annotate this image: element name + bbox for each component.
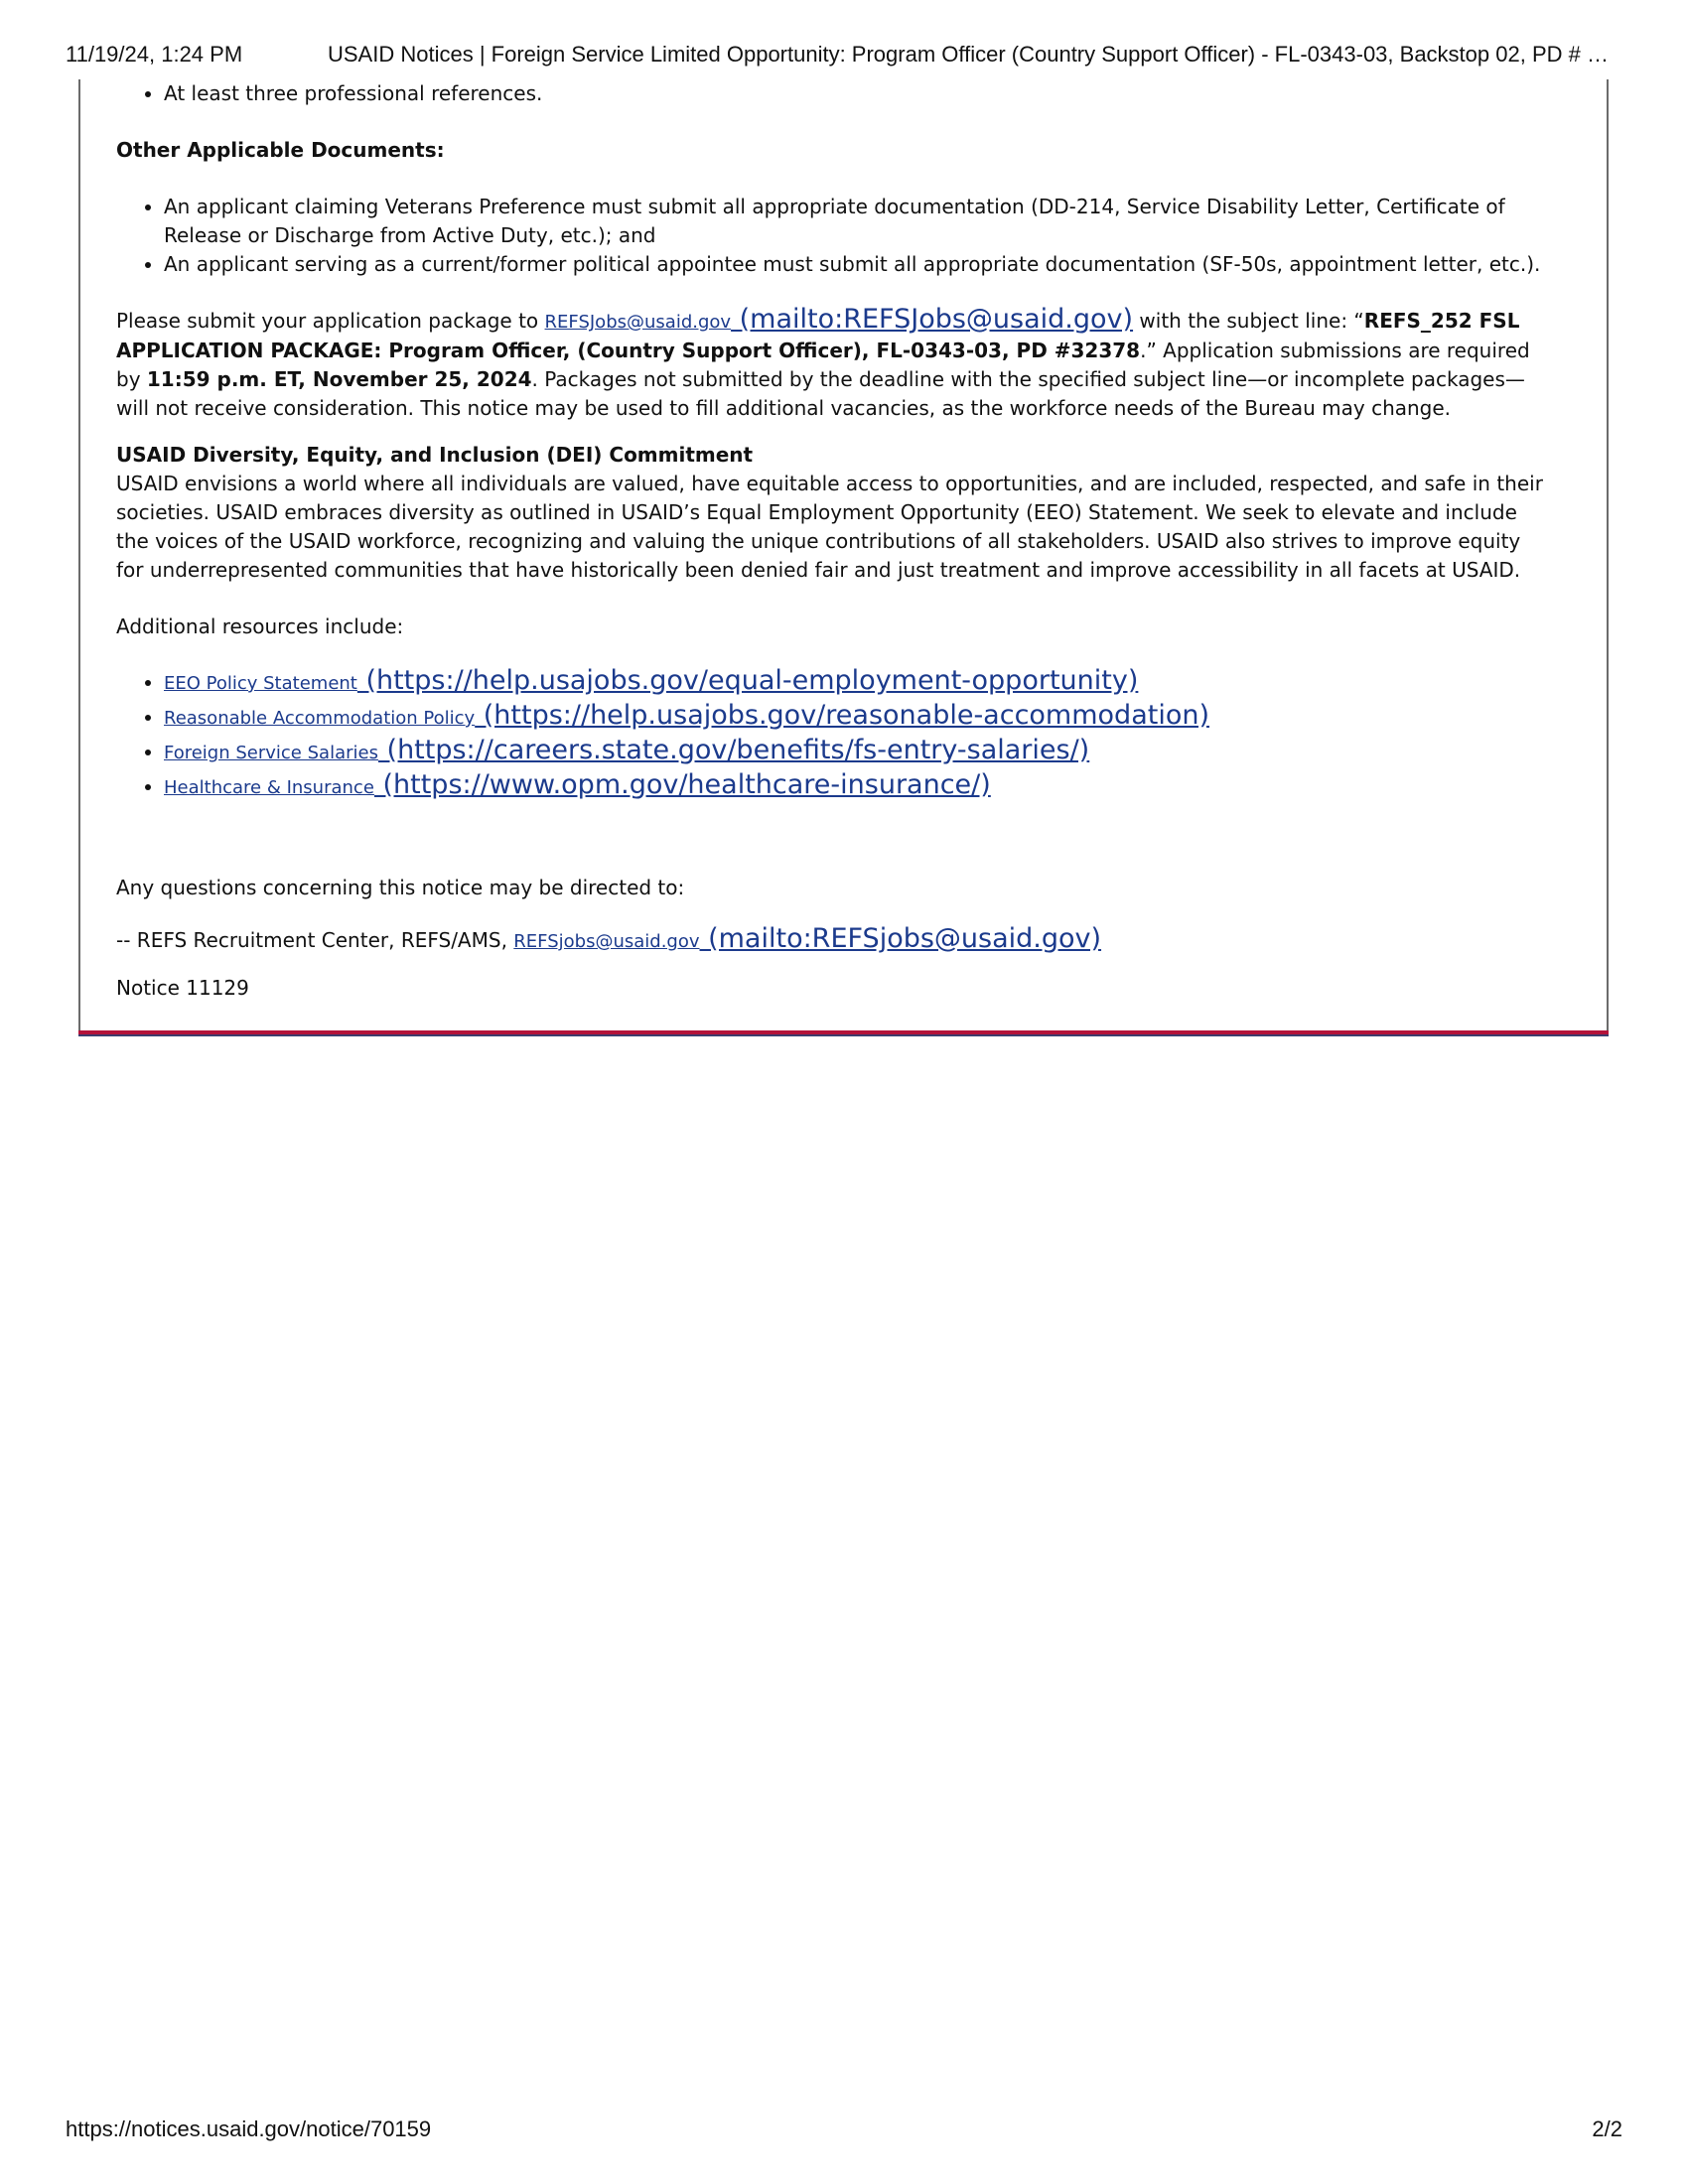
list-item: • An applicant serving as a current/former political appointee must submit all appropriate documentation (SF-50s, appointment letter, etc.).	[164, 250, 1547, 279]
submission-closing: . Packages not submitted by the deadline with the specified subject line—or incomplete packages—will not receive consideration. This notice may be used to fill additional vacancies, as the workforce needs of the Bureau may change.	[116, 367, 1525, 420]
subject-intro: with the subject line: “	[1133, 309, 1364, 333]
dei-heading: USAID Diversity, Equity, and Inclusion (DEI) Commitment	[116, 443, 754, 467]
foreign-service-salaries-url-link[interactable]: (https://careers.state.gov/benefits/fs-entry-salaries/)	[377, 735, 1090, 765]
dei-body: USAID envisions a world where all individuals are valued, have equitable access to opportunities, and are included, respected, and safe in their societies. USAID embraces diversity as outlined in USAID’s Equal Employment Opportunity (EEO) Statement. We seek to elevate and include the voices of the USAID workforce, recognizing and valuing the unique contributions of all stakeholders. USAID also strives to improve equity for underrepresented communities that have historically been denied fair and just treatment and improve accessibility in all facets at USAID.	[116, 472, 1543, 582]
submission-intro: Please submit your application package to	[116, 309, 545, 333]
reasonable-accommodation-link[interactable]: Reasonable Accommodation Policy	[164, 708, 476, 729]
deadline-intro: .” Application submissions are required by	[116, 339, 1530, 391]
contact-mailto-link[interactable]: (mailto:REFSjobs@usaid.gov)	[699, 923, 1102, 954]
list-item	[164, 735, 1547, 769]
questions-text: Any questions concerning this notice may be directed to:	[116, 876, 685, 899]
contact-prefix: -- REFS Recruitment Center, REFS/AMS,	[116, 928, 514, 952]
notice-content	[116, 79, 1547, 1003]
notice-number: Notice 11129	[116, 976, 249, 1000]
print-footer	[66, 2116, 1622, 2146]
list-item	[164, 769, 1547, 804]
page-number: 2/2	[1592, 2116, 1622, 2141]
eeo-policy-link[interactable]: EEO Policy Statement	[164, 673, 357, 694]
subject-line: REFS_252 FSL APPLICATION PACKAGE: Program Officer, (Country Support Officer), FL-0343-03, PD #32378	[116, 309, 1520, 362]
print-document-title: USAID Notices | Foreign Service Limited Opportunity: Program Officer (Country Support Officer) - FL-0343-03, Backstop 02, PD # …	[328, 42, 1609, 67]
submission-email-link[interactable]: REFSJobs@usaid.gov	[544, 312, 732, 333]
list-item	[164, 665, 1547, 700]
print-header	[66, 42, 1622, 71]
healthcare-insurance-link[interactable]: Healthcare & Insurance	[164, 777, 374, 798]
foreign-service-salaries-link[interactable]: Foreign Service Salaries	[164, 743, 378, 763]
submission-paragraph	[116, 305, 1547, 423]
submission-mailto-link[interactable]: (mailto:REFSJobs@usaid.gov)	[731, 304, 1134, 335]
list-item: • An applicant claiming Veterans Preference must submit all appropriate documentation (DD-214, Service Disability Letter, Certificate of Release or Discharge from Active Duty, etc.); and	[164, 193, 1547, 250]
eeo-policy-url-link[interactable]: (https://help.usajobs.gov/equal-employment-opportunity)	[356, 665, 1139, 696]
healthcare-insurance-url-link[interactable]: (https://www.opm.gov/healthcare-insurance/)	[373, 769, 991, 800]
reasonable-accommodation-url-link[interactable]: (https://help.usajobs.gov/reasonable-accommodation)	[475, 700, 1209, 731]
list-item	[164, 700, 1547, 735]
references-list	[116, 79, 1547, 108]
other-documents-heading: Other Applicable Documents:	[116, 138, 445, 162]
deadline: 11:59 p.m. ET, November 25, 2024	[146, 367, 532, 391]
print-url: https://notices.usaid.gov/notice/70159	[66, 2116, 432, 2141]
resources-list	[116, 665, 1547, 804]
notice-panel	[78, 79, 1609, 1036]
resources-intro: Additional resources include:	[116, 614, 404, 638]
panel-footer-rule	[78, 1030, 1609, 1036]
other-documents-list	[116, 193, 1547, 279]
contact-line	[116, 924, 1547, 956]
list-item: • At least three professional references.	[164, 79, 1547, 108]
contact-email-link[interactable]: REFSjobs@usaid.gov	[513, 931, 700, 952]
print-datetime: 11/19/24, 1:24 PM	[66, 42, 243, 67]
